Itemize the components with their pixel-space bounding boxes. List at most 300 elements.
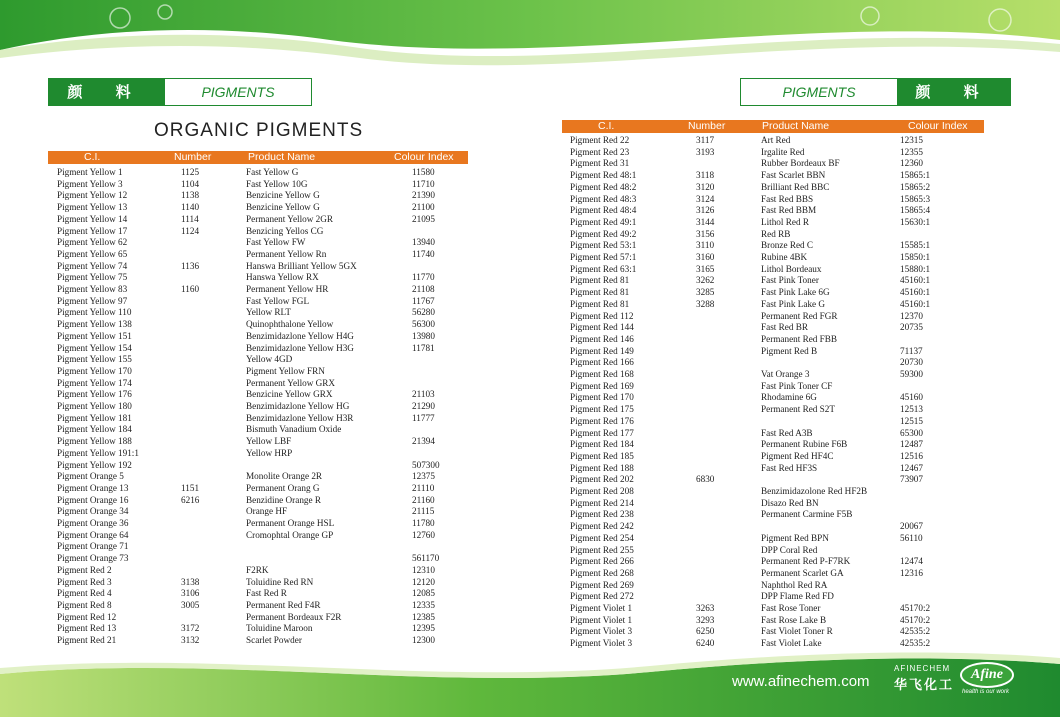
table-row [48,249,468,261]
table-row [562,463,982,475]
cell-colour-index: 12375 [412,471,435,482]
cell-colour-index: 56110 [900,532,923,543]
table-row [562,428,982,440]
table-row [562,474,982,486]
cell-number: 1160 [181,284,200,294]
cell-number: 3193 [696,146,715,157]
cell-colour-index: 561170 [412,553,440,564]
cell-ci: Pigment Red 57:1 [570,252,637,262]
table-row [562,404,982,416]
table-row [562,264,982,276]
cell-ci: Pigment Yellow 184 [57,424,132,435]
cell-ci: Pigment Yellow 14 [57,213,128,224]
cell-ci: Pigment Red 48:3 [570,193,637,204]
cell-number: 3156 [696,228,715,239]
cell-product-name: Naphthol Red RA [761,579,828,590]
cell-number: 1140 [181,202,200,213]
table-row [562,135,982,147]
table-row [562,556,982,568]
cell-number: 3288 [696,298,715,309]
cell-ci: Pigment Orange 64 [57,529,129,540]
cell-colour-index: 21110 [412,482,435,493]
cell-product-name: Monolite Orange 2R [246,471,323,482]
cell-product-name: Fast Red BBS [761,193,814,204]
cell-product-name: DPP Flame Red FD [761,591,834,602]
table-row [48,354,468,366]
cell-ci: Pigment Red 53:1 [570,240,637,251]
cell-ci: Pigment Red 272 [570,591,634,602]
cell-colour-index: 45160:1 [900,287,931,298]
cell-product-name: Scarlet Powder [246,635,302,645]
table-row [562,158,982,170]
cell-colour-index: 20730 [900,357,923,368]
website-url[interactable]: www.afinechem.com [732,673,870,690]
cell-ci: Pigment Red 48:4 [570,205,637,216]
cell-ci: Pigment Red 22 [570,135,630,145]
cell-ci: Pigment Red 185 [570,450,634,461]
cell-product-name: Fast Violet Toner R [761,626,833,637]
cell-ci: Pigment Yellow 75 [57,272,128,283]
cell-ci: Pigment Red 31 [570,158,630,169]
table-row [48,261,468,273]
cell-colour-index: 15630:1 [900,216,931,227]
cell-colour-index: 20735 [900,322,923,333]
cell-product-name: Permanent Yellow 2GR [246,213,334,224]
table-row [562,521,982,533]
table-row [48,565,468,577]
cell-ci: Pigment Yellow 155 [57,354,132,365]
cell-product-name: Rubine 4BK [761,252,808,262]
cell-product-name: Fast Red A3B [761,427,813,438]
cell-product-name: Benzimidazlone Yellow H4G [246,330,354,341]
table-row [48,471,468,483]
cell-ci: Pigment Violet 3 [570,626,633,637]
cell-colour-index: 56280 [412,307,435,318]
cell-colour-index: 21100 [412,202,435,213]
cell-ci: Pigment Orange 36 [57,518,129,528]
cell-colour-index: 12300 [412,635,435,645]
cell-ci: Pigment Yellow 83 [57,284,128,294]
top-green-band [0,0,1060,70]
cell-number: 3285 [696,287,715,298]
cell-product-name: Pigment Red BPN [761,532,829,543]
cell-colour-index: 21390 [412,190,435,201]
cell-product-name: Hanswa Yellow RX [246,272,319,283]
cell-ci: Pigment Yellow 176 [57,389,132,400]
cell-ci: Pigment Orange 13 [57,482,129,493]
cell-product-name: Fast Pink Toner CF [761,380,833,391]
cell-colour-index: 15585:1 [900,240,931,251]
cell-colour-index: 12467 [900,462,923,473]
cell-ci: Pigment Yellow 180 [57,401,132,411]
cell-colour-index: 21103 [412,389,435,400]
table-row [48,167,468,179]
table-row [562,229,982,241]
table-row [562,275,982,287]
cell-colour-index: 42535:2 [900,626,931,637]
cell-ci: Pigment Red 112 [570,310,634,321]
cell-number: 3106 [181,588,200,599]
table-row [48,436,468,448]
table-row [48,190,468,202]
cell-colour-index: 11781 [412,342,435,353]
table-row [562,591,982,603]
cell-colour-index: 12085 [412,588,435,599]
cell-ci: Pigment Red 169 [570,380,634,391]
cell-number: 3005 [181,599,200,610]
cell-colour-index: 65300 [900,427,923,438]
cell-number: 3124 [696,193,715,204]
cell-product-name: Permanent Orange HSL [246,518,335,528]
cell-colour-index: 45160:1 [900,298,931,309]
table-row [48,424,468,436]
cell-ci: Pigment Red 208 [570,486,634,496]
cell-product-name: Permanent Bordeaux F2R [246,611,342,622]
table-row [562,287,982,299]
cell-ci: Pigment Red 2 [57,564,112,575]
cell-colour-index: 15865:1 [900,170,931,181]
cell-product-name: Permanent Yellow HR [246,284,329,294]
cell-number: 3263 [696,603,715,613]
cell-ci: Pigment Red 175 [570,404,634,415]
cell-number: 6216 [181,494,200,505]
cell-product-name: Rubber Bordeaux BF [761,158,840,169]
table-row [562,252,982,264]
cell-product-name: F2RK [246,564,269,575]
cell-colour-index: 45170:2 [900,603,931,613]
right-table-header [562,120,984,133]
table-row [562,416,982,428]
cell-ci: Pigment Red 48:1 [570,170,637,181]
cell-product-name: Benzimidazolone Red HF2B [761,486,868,496]
cell-number: 1114 [181,213,199,224]
cell-ci: Pigment Red 266 [570,556,634,567]
cell-number: 1138 [181,190,200,201]
table-row [562,322,982,334]
cell-product-name: Irgalite Red [761,146,805,157]
table-row [562,486,982,498]
table-row [562,205,982,217]
cell-ci: Pigment Yellow 192 [57,459,132,470]
table-row [48,577,468,589]
cell-colour-index: 56300 [412,319,435,330]
cell-ci: Pigment Red 146 [570,333,634,344]
table-row [48,343,468,355]
cell-product-name: Permanent Orang G [246,482,320,493]
cell-product-name: Fast Violet Lake [761,638,822,649]
table-row [562,638,982,650]
table-row [48,307,468,319]
header-left-en-tag: PIGMENTS [164,78,312,106]
cell-colour-index: 11710 [412,178,435,189]
cell-product-name: Bronze Red C [761,240,814,251]
cell-ci: Pigment Red 202 [570,474,634,485]
table-row [48,366,468,378]
cell-colour-index: 45160:1 [900,275,931,286]
cell-number: 6250 [696,626,715,637]
cell-colour-index: 21095 [412,213,435,224]
cell-product-name: Toluidine Red RN [246,576,314,587]
cell-product-name: Bismuth Vanadium Oxide [246,424,342,435]
cell-colour-index: 21115 [412,506,435,517]
cell-number: 3117 [696,135,715,145]
cell-ci: Pigment Red 63:1 [570,263,637,274]
cell-product-name: Permanent Red FGR [761,310,838,321]
cell-colour-index: 21160 [412,494,435,505]
cell-ci: Pigment Yellow 65 [57,248,128,259]
table-row [562,533,982,545]
table-row [562,509,982,521]
cell-ci: Pigment Violet 1 [570,614,633,625]
cell-colour-index: 21108 [412,284,435,294]
cell-ci: Pigment Red 81 [570,275,630,286]
cell-product-name: Fast Red BR [761,322,808,333]
cell-product-name: Yellow 4GD [246,354,293,365]
cell-colour-index: 15865:3 [900,193,931,204]
cell-number: 3132 [181,635,200,645]
cell-product-name: Toluidine Maroon [246,623,313,634]
cell-colour-index: 20067 [900,521,923,532]
cell-product-name: Fast Yellow FGL [246,295,310,306]
table-row [562,392,982,404]
cell-product-name: Permanent Rubine F6B [761,439,848,450]
cell-ci: Pigment Red 166 [570,357,634,368]
table-row [48,296,468,308]
table-row [48,483,468,495]
cell-product-name: Yellow LBF [246,436,292,447]
cell-colour-index: 12355 [900,146,923,157]
cell-product-name: Pigment Red HF4C [761,450,834,461]
cell-product-name: Yellow RLT [246,307,291,318]
cell-number: 1124 [181,225,200,236]
cell-colour-index: 11780 [412,518,435,528]
cell-ci: Pigment Red 13 [57,623,117,634]
cell-ci: Pigment Red 49:1 [570,216,637,227]
cell-colour-index: 15880:1 [900,263,931,274]
cell-ci: Pigment Red 168 [570,369,634,379]
cell-number: 3138 [181,576,200,587]
cell-product-name: Rhodamine 6G [761,392,817,403]
cell-ci: Pigment Orange 34 [57,506,129,517]
cell-ci: Pigment Yellow 97 [57,295,128,306]
header-left-cn-tag: 颜 料 [48,78,164,106]
company-cn-name: 华飞化工 [894,678,955,693]
cell-colour-index: 12515 [900,415,923,426]
table-row [48,214,468,226]
cell-product-name: Orange HF [246,506,288,517]
cell-ci: Pigment Red 254 [570,532,634,543]
cell-product-name: Permanent Scarlet GA [761,567,844,578]
cell-product-name: Permanent Yellow GRX [246,377,336,388]
table-row [48,331,468,343]
cell-colour-index: 15850:1 [900,252,931,262]
table-row [48,413,468,425]
table-row [562,346,982,358]
cell-colour-index: 11770 [412,272,435,283]
cell-ci: Pigment Orange 73 [57,553,129,564]
cell-product-name: Benzicing Yellos CG [246,225,324,236]
cell-colour-index: 12120 [412,576,435,587]
cell-product-name: Fast Red HF3S [761,462,818,473]
table-row [562,451,982,463]
table-row [562,147,982,159]
table-row [48,600,468,612]
table-row [48,448,468,460]
cell-ci: Pigment Yellow 1 [57,167,123,177]
cell-colour-index: 12316 [900,567,923,578]
col-ci-header: C.I. [598,120,615,132]
cell-number: 1136 [181,260,200,271]
col-product-header: Product Name [762,120,830,132]
cell-ci: Pigment Red 176 [570,415,634,426]
cell-colour-index: 12513 [900,404,923,415]
cell-colour-index: 12487 [900,439,923,450]
col-number-header: Number [174,151,212,163]
table-row [562,217,982,229]
afine-logo: Afine [960,662,1014,688]
col-product-header: Product Name [248,151,316,163]
cell-ci: Pigment Red 170 [570,392,634,403]
cell-product-name: Fast Red R [246,588,287,599]
cell-ci: Pigment Red 184 [570,439,634,450]
cell-ci: Pigment Red 23 [570,146,630,157]
cell-product-name: Cromophtal Orange GP [246,529,334,540]
table-row [48,226,468,238]
col-ci-header: C.I. [84,151,101,163]
table-row [48,541,468,553]
cell-product-name: Benzimidazlone Yellow HG [246,401,350,411]
cell-colour-index: 42535:2 [900,638,931,649]
table-row [562,615,982,627]
cell-ci: Pigment Red 49:2 [570,228,637,239]
cell-number: 3293 [696,614,715,625]
cell-product-name: Permanent Red S2T [761,404,835,415]
cell-colour-index: 45160 [900,392,923,403]
cell-ci: Pigment Yellow 191:1 [57,447,139,458]
table-row [562,545,982,557]
cell-colour-index: 73907 [900,474,923,485]
cell-number: 1104 [181,178,200,189]
cell-colour-index: 13980 [412,330,435,341]
table-row [48,518,468,530]
table-row [562,182,982,194]
table-row [48,506,468,518]
cell-product-name: Pigment Yellow FRN [246,365,325,376]
table-row [48,612,468,624]
cell-ci: Pigment Yellow 13 [57,202,128,213]
table-row [48,588,468,600]
cell-ci: Pigment Red 269 [570,579,634,590]
cell-number: 1125 [181,167,200,177]
cell-product-name: Brilliant Red BBC [761,181,830,192]
cell-number: 1151 [181,482,200,493]
cell-colour-index: 12516 [900,450,923,461]
cell-ci: Pigment Yellow 62 [57,237,128,248]
table-row [48,389,468,401]
cell-ci: Pigment Yellow 3 [57,178,123,189]
cell-colour-index: 12760 [412,529,435,540]
cell-ci: Pigment Yellow 181 [57,412,132,423]
cell-product-name: Fast Rose Lake B [761,614,827,625]
cell-product-name: Permanent Carmine F5B [761,509,853,520]
cell-ci: Pigment Yellow 188 [57,436,132,447]
col-colour-header: Colour Index [394,151,454,163]
cell-ci: Pigment Red 21 [57,635,117,645]
table-row [562,311,982,323]
cell-number: 3160 [696,252,715,262]
cell-ci: Pigment Violet 1 [570,603,633,613]
cell-product-name: Fast Yellow 10G [246,178,308,189]
cell-product-name: Vat Orange 3 [761,369,810,379]
table-row [562,603,982,615]
cell-ci: Pigment Red 81 [570,287,630,298]
cell-product-name: Fast Pink Lake 6G [761,287,830,298]
cell-colour-index: 15865:4 [900,205,931,216]
brand-small-label: AFINECHEM [894,664,951,673]
cell-product-name: Art Red [761,135,791,145]
cell-number: 3144 [696,216,715,227]
cell-product-name: Fast Pink Toner [761,275,819,286]
table-row [48,623,468,635]
table-row [562,369,982,381]
cell-product-name: Benzicine Yellow G [246,202,320,213]
cell-colour-index: 21394 [412,436,435,447]
table-row [48,401,468,413]
cell-ci: Pigment Orange 5 [57,471,124,482]
table-row [48,202,468,214]
cell-colour-index: 12360 [900,158,923,169]
table-row [562,498,982,510]
logo-tagline: health is our work [962,689,1010,695]
cell-product-name: Benzimidazlone Yellow H3R [246,412,354,423]
cell-product-name: Quinophthalone Yellow [246,319,334,330]
cell-ci: Pigment Yellow 138 [57,319,132,330]
table-row [562,357,982,369]
cell-colour-index: 12395 [412,623,435,634]
cell-ci: Pigment Red 188 [570,462,634,473]
cell-colour-index: 12310 [412,564,435,575]
cell-product-name: Pigment Red B [761,345,818,356]
cell-ci: Pigment Yellow 17 [57,225,128,236]
table-row [48,284,468,296]
cell-colour-index: 12315 [900,135,923,145]
cell-ci: Pigment Red 214 [570,497,634,508]
cell-product-name: Benzicine Yellow G [246,190,320,201]
cell-product-name: Benzimidazlone Yellow H3G [246,342,354,353]
cell-ci: Pigment Red 48:2 [570,181,637,192]
cell-colour-index: 507300 [412,459,440,470]
cell-ci: Pigment Red 8 [57,599,112,610]
cell-ci: Pigment Yellow 170 [57,365,132,376]
table-row [48,553,468,565]
cell-ci: Pigment Red 81 [570,298,630,309]
table-row [48,237,468,249]
cell-product-name: Lithol Bordeaux [761,263,822,274]
cell-colour-index: 71137 [900,345,923,356]
cell-number: 3172 [181,623,200,634]
cell-product-name: Yellow HRP [246,447,293,458]
cell-number: 6240 [696,638,715,649]
table-row [562,626,982,638]
cell-colour-index: 12474 [900,556,923,567]
table-row [562,170,982,182]
cell-ci: Pigment Orange 16 [57,494,129,505]
cell-ci: Pigment Red 4 [57,588,112,599]
cell-product-name: Permanent Yellow Rn [246,248,327,259]
cell-ci: Pigment Red 238 [570,509,634,520]
cell-colour-index: 12385 [412,611,435,622]
cell-ci: Pigment Yellow 110 [57,307,132,318]
